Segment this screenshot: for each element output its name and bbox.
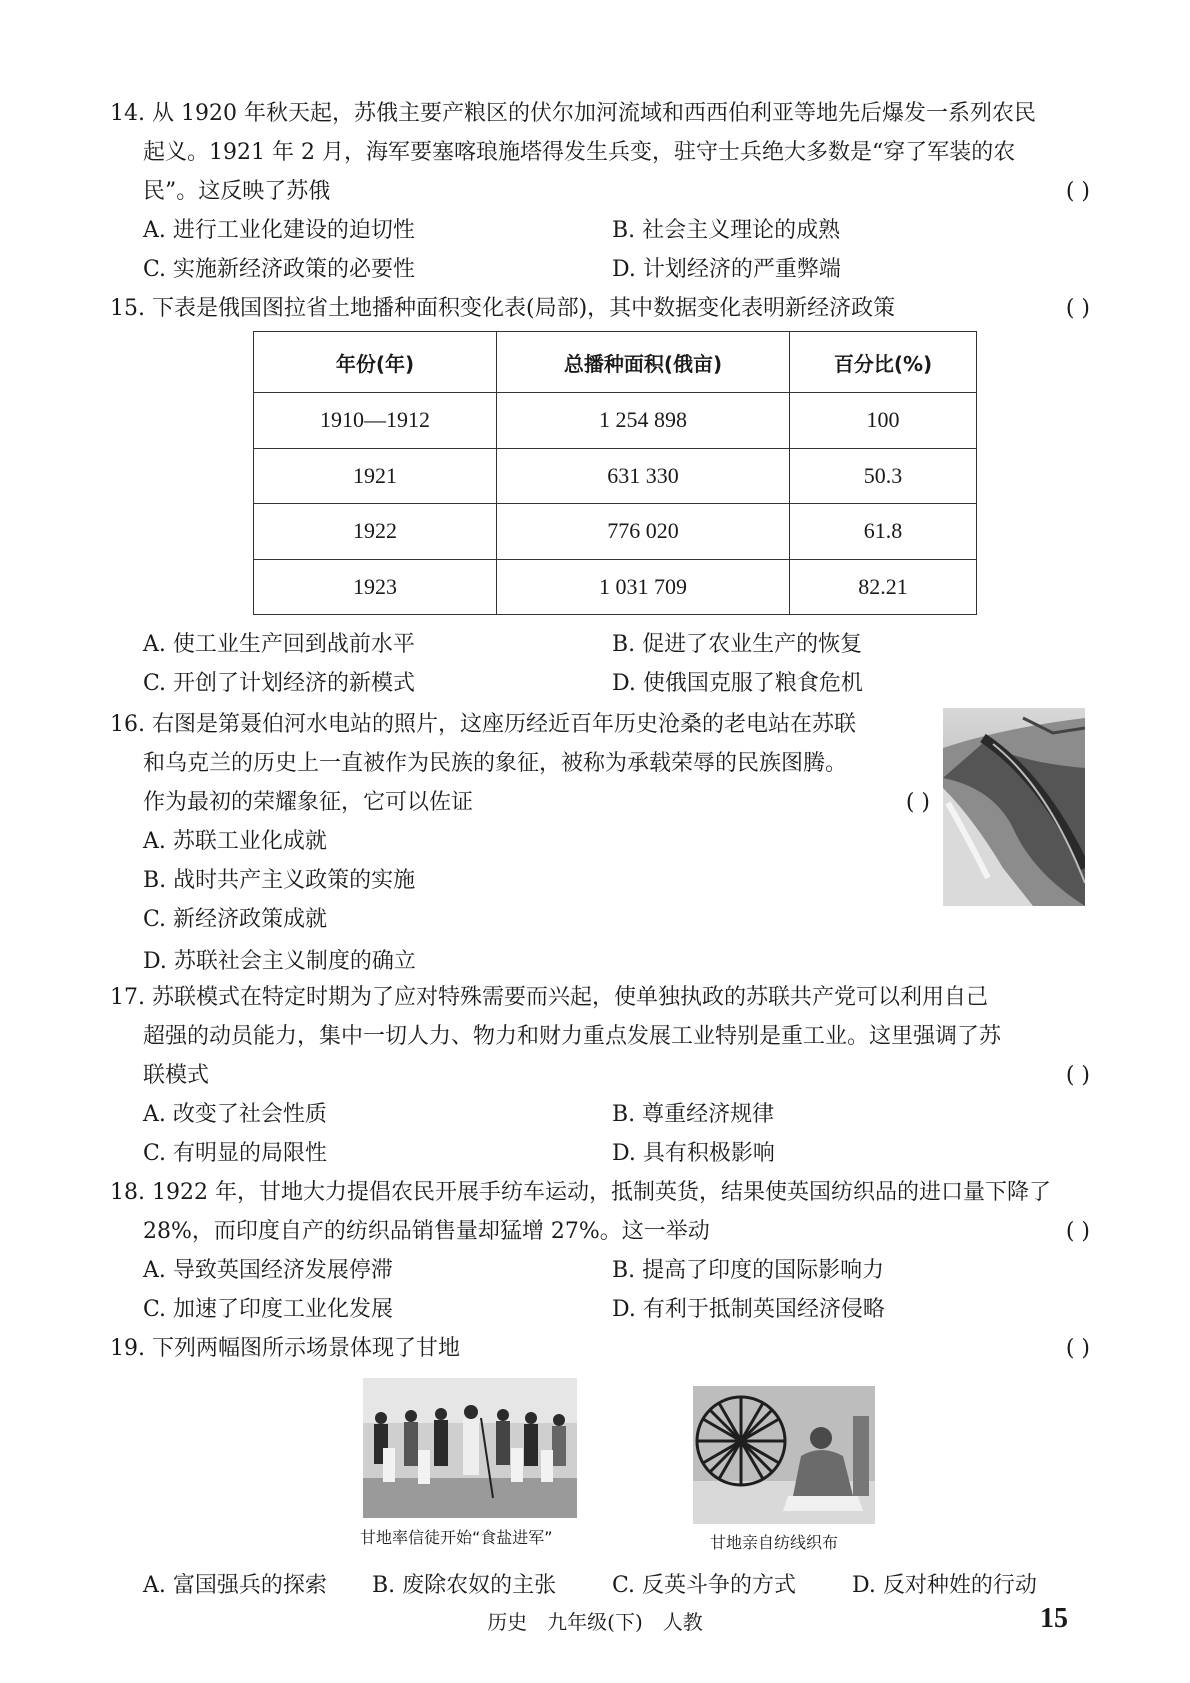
q14-options-row2 (110, 250, 1090, 289)
q17-options-row1 (110, 1095, 1090, 1134)
option-a[interactable]: A. 进行工业化建设的迫切性 (143, 218, 415, 243)
q17-line1: 17. 苏联模式在特定时期为了应对特殊需要而兴起，使单独执政的苏联共产党可以利用自己 (110, 985, 988, 1010)
answer-blank[interactable]: ( ) (1065, 1336, 1090, 1361)
question-17 (110, 978, 1090, 1173)
option-d[interactable]: D. 计划经济的严重弊端 (612, 257, 841, 282)
table-cell: 100 (790, 393, 977, 448)
table-row (254, 559, 977, 615)
table-cell: 82.21 (790, 559, 977, 615)
answer-blank[interactable]: ( ) (1065, 1063, 1090, 1088)
q16-line1: 16. 右图是第聂伯河水电站的照片，这座历经近百年历史沧桑的老电站在苏联 (110, 712, 856, 737)
option-b[interactable]: B. 废除农奴的主张 (372, 1573, 557, 1598)
option-a[interactable]: A. 使工业生产回到战前水平 (143, 632, 415, 657)
page-number: 15 (1040, 1603, 1068, 1634)
q16-line2: 和乌克兰的历史上一直被作为民族的象征，被称为承载荣辱的民族图腾。 (143, 751, 848, 776)
q16-line3-row (110, 783, 930, 822)
option-d[interactable]: D. 有利于抵制英国经济侵略 (612, 1297, 885, 1322)
table-cell: 631 330 (497, 448, 790, 503)
q16-line3: 作为最初的荣耀象征，它可以佐证 (143, 790, 474, 815)
table-cell: 1922 (254, 504, 497, 559)
table-row (254, 504, 977, 559)
q15-options-row1 (110, 625, 1090, 664)
question-18 (110, 1173, 1090, 1329)
option-b[interactable]: B. 提高了印度的国际影响力 (612, 1258, 885, 1283)
answer-blank[interactable]: ( ) (905, 790, 930, 815)
table-cell: 776 020 (497, 504, 790, 559)
table-cell: 1921 (254, 448, 497, 503)
option-d[interactable]: D. 反对种姓的行动 (852, 1573, 1037, 1598)
answer-blank[interactable]: ( ) (1065, 296, 1090, 321)
answer-blank[interactable]: ( ) (1065, 179, 1090, 204)
sowing-area-table (253, 331, 977, 615)
q18-line2: 28%，而印度自产的纺织品销售量却猛增 27%。这一举动 (143, 1219, 710, 1244)
table-cell: 1910—1912 (254, 393, 497, 448)
option-b[interactable]: B. 尊重经济规律 (612, 1102, 775, 1127)
question-14 (110, 94, 1090, 289)
q17-options-row2 (110, 1134, 1090, 1173)
table-row (254, 393, 977, 448)
column-header-percent: 百分比(%) (790, 332, 977, 393)
option-a[interactable]: A. 改变了社会性质 (143, 1102, 327, 1127)
q14-line1: 14. 从 1920 年秋天起，苏俄主要产粮区的伏尔加河流域和西西伯利亚等地先后爆发一系列农民 (110, 101, 1036, 126)
table-cell: 1 254 898 (497, 393, 790, 448)
photo-caption-spinning: 甘地亲自纺线织布 (710, 1533, 839, 1552)
q18-line2-row (110, 1212, 1090, 1251)
q14-line2: 起义。1921 年 2 月，海军要塞喀琅施塔得发生兵变，驻守士兵绝大多数是“穿了军装的农 (143, 140, 1016, 165)
option-c[interactable]: C. 反英斗争的方式 (612, 1573, 797, 1598)
option-b[interactable]: B. 战时共产主义政策的实施 (143, 868, 416, 893)
q14-line3-row (110, 172, 1090, 211)
option-a[interactable]: A. 导致英国经济发展停滞 (143, 1258, 393, 1283)
option-c[interactable]: C. 实施新经济政策的必要性 (143, 257, 416, 282)
photo-caption-salt-march: 甘地率信徒开始“食盐进军” (360, 1528, 553, 1547)
option-d[interactable]: D. 使俄国克服了粮食危机 (612, 671, 863, 696)
q15-line1: 15. 下表是俄国图拉省土地播种面积变化表(局部)，其中数据变化表明新经济政策 (110, 296, 896, 321)
option-c[interactable]: C. 有明显的局限性 (143, 1141, 328, 1166)
table-cell: 1 031 709 (497, 559, 790, 615)
q19-line1: 19. 下列两幅图所示场景体现了甘地 (110, 1336, 460, 1361)
q18-options-row1 (110, 1251, 1090, 1290)
column-header-year: 年份(年) (254, 332, 497, 393)
table-cell: 1923 (254, 559, 497, 615)
table-cell: 50.3 (790, 448, 977, 503)
dnieper-dam-photo (943, 708, 1085, 906)
q19-options-row (110, 1566, 1090, 1605)
q15-line1-row (110, 289, 1090, 328)
option-d[interactable]: D. 苏联社会主义制度的确立 (143, 949, 416, 974)
option-c[interactable]: C. 开创了计划经济的新模式 (143, 671, 416, 696)
option-b[interactable]: B. 促进了农业生产的恢复 (612, 632, 863, 657)
question-15 (110, 289, 1090, 328)
q15-options-row2 (110, 664, 1090, 703)
table-row (254, 448, 977, 503)
page-footer: 历史 九年级(下) 人教 (487, 1610, 703, 1634)
option-a[interactable]: A. 富国强兵的探索 (143, 1573, 327, 1598)
q17-line3-row (110, 1056, 1090, 1095)
table-header-row (254, 332, 977, 393)
q18-line1: 18. 1922 年，甘地大力提倡农民开展手纺车运动，抵制英货，结果使英国纺织品的进口量下降了 (110, 1180, 1051, 1205)
q19-options (110, 1566, 1090, 1605)
option-c[interactable]: C. 新经济政策成就 (143, 907, 328, 932)
q18-options-row2 (110, 1290, 1090, 1329)
q19-line1-row (110, 1329, 1090, 1368)
option-b[interactable]: B. 社会主义理论的成熟 (612, 218, 841, 243)
q14-line3: 民”。这反映了苏俄 (143, 179, 331, 204)
salt-march-photo (363, 1378, 577, 1518)
option-d[interactable]: D. 具有积极影响 (612, 1141, 775, 1166)
q17-line3: 联模式 (143, 1063, 210, 1088)
option-a[interactable]: A. 苏联工业化成就 (143, 829, 327, 854)
q14-options-row1 (110, 211, 1090, 250)
question-16 (110, 705, 930, 981)
question-19 (110, 1329, 1090, 1368)
answer-blank[interactable]: ( ) (1065, 1219, 1090, 1244)
q17-line2: 超强的动员能力，集中一切人力、物力和财力重点发展工业特别是重工业。这里强调了苏 (143, 1024, 1002, 1049)
q15-options (110, 625, 1090, 703)
table-cell: 61.8 (790, 504, 977, 559)
column-header-area: 总播种面积(俄亩) (497, 332, 790, 393)
spinning-wheel-photo (693, 1386, 875, 1524)
option-c[interactable]: C. 加速了印度工业化发展 (143, 1297, 394, 1322)
